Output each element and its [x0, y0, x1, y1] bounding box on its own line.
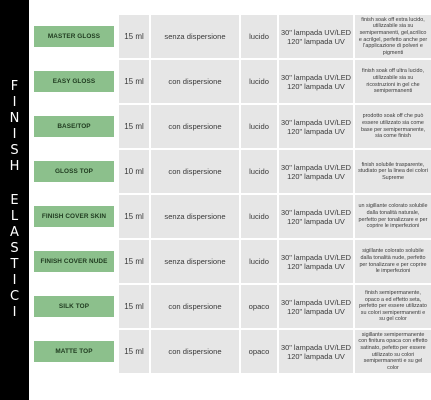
product-name-cell [31, 285, 117, 328]
product-name-label: BASE/TOP [34, 116, 114, 137]
volume-cell-text: 15 ml [124, 77, 144, 86]
table-row [31, 330, 428, 373]
lamp-cell [279, 195, 353, 238]
volume-cell-text: 10 ml [124, 167, 144, 176]
vertical-title [0, 0, 29, 400]
volume-cell-text: 15 ml [124, 347, 144, 356]
product-name-cell [31, 195, 117, 238]
dispersion-cell [151, 285, 239, 328]
product-name-label: FINISH COVER NUDE [34, 251, 114, 272]
volume-cell [119, 105, 149, 148]
lamp-cell-text: 30" lampada UV/LED 120" lampada UV [281, 342, 351, 361]
product-name-label: EASY GLOSS [34, 71, 114, 92]
finish-cell-text: opaco [248, 302, 270, 311]
volume-cell [119, 150, 149, 193]
title-word-finish [10, 79, 20, 175]
dispersion-cell-text: con dispersione [168, 167, 222, 176]
finish-cell-text: lucido [249, 167, 269, 176]
title-letter: F [10, 79, 19, 94]
volume-cell-text: 15 ml [124, 212, 144, 221]
lamp-cell-text: 30" lampada UV/LED 120" lampada UV [281, 252, 351, 271]
dispersion-cell [151, 330, 239, 373]
dispersion-cell-text: senza dispersione [164, 32, 226, 41]
finish-cell-text: lucido [249, 77, 269, 86]
product-name-cell [31, 150, 117, 193]
description-cell [355, 150, 431, 193]
description-cell-text: un sigillante colorato solubile dalla tonalità naturale, perfetto per tonalizzare e per coprire le imperfezioni [358, 203, 428, 230]
title-letter: I [12, 127, 17, 142]
finish-cell-text: lucido [249, 32, 269, 41]
description-cell [355, 15, 431, 58]
table-row [31, 285, 427, 328]
title-letter: L [10, 209, 19, 224]
title-letter: I [12, 305, 17, 320]
description-cell [355, 105, 431, 148]
table-row [31, 60, 424, 103]
table-row [31, 105, 426, 148]
title-letter: S [10, 143, 19, 158]
description-cell-text: finish solubile trasparente, studiato per la linea dei colori Supreme [358, 161, 428, 181]
title-letter: H [9, 159, 20, 174]
description-cell-text: sigillante colorato solubile dalla tonalità nude, perfetto per tonalizzare e per coprire le imperfezioni [359, 248, 427, 275]
volume-cell-text: 15 ml [124, 302, 144, 311]
lamp-cell-text: 30" lampada UV/LED 120" lampada UV [281, 72, 351, 91]
product-name-label: SILK TOP [34, 296, 114, 317]
lamp-cell-text: 30" lampada UV/LED 120" lampada UV [281, 117, 351, 136]
lamp-cell-text: 30" lampada UV/LED 120" lampada UV [281, 207, 351, 226]
lamp-cell [279, 15, 353, 58]
finish-cell [241, 285, 277, 328]
dispersion-cell-text: con dispersione [168, 122, 222, 131]
dispersion-cell-text: con dispersione [168, 347, 222, 356]
volume-cell-text: 15 ml [124, 257, 144, 266]
dispersion-cell [151, 60, 239, 103]
volume-cell [119, 195, 149, 238]
finish-cell [241, 150, 277, 193]
product-name-label: MASTER GLOSS [34, 26, 114, 47]
finish-cell [241, 105, 277, 148]
description-cell-text: finish soak off ultra lucido, utilizzabile sia su ricostruzioni in gel che semipermanenti [362, 68, 424, 95]
volume-cell [119, 240, 149, 283]
volume-cell [119, 60, 149, 103]
description-cell-text: finish soak off extra lucido, utilizzabile sia su semipermanenti, gel,acrilico e acrilgel, perfetto anche per l'applicazione di polveri e pigmenti [358, 16, 428, 56]
finish-cell [241, 60, 277, 103]
finish-cell-text: lucido [249, 257, 269, 266]
description-cell-text: prodotto soak off che può essere utilizzato sia come base per semipermanente, sia come finish [360, 113, 426, 140]
product-name-cell [31, 240, 117, 283]
lamp-cell-text: 30" lampada UV/LED 120" lampada UV [281, 27, 351, 46]
title-letter: I [12, 95, 17, 110]
volume-cell [119, 15, 149, 58]
lamp-cell-text: 30" lampada UV/LED 120" lampada UV [281, 162, 351, 181]
finish-cell [241, 15, 277, 58]
table-row [31, 150, 428, 193]
product-name-label: GLOSS TOP [34, 161, 114, 182]
table-row [31, 195, 428, 238]
table-row [31, 15, 428, 58]
finish-cell [241, 330, 277, 373]
lamp-cell [279, 150, 353, 193]
title-letter: T [10, 257, 19, 272]
finish-cell-text: opaco [248, 347, 270, 356]
product-name-cell [31, 105, 117, 148]
dispersion-cell [151, 240, 239, 283]
description-cell [355, 330, 431, 373]
description-cell-text: finish semipermanente, opaco a ed effetto seta, perfetto per essere utilizzato su colori semipermanenti e su gel color [359, 290, 427, 323]
finish-cell-text: lucido [249, 212, 269, 221]
description-cell [355, 60, 431, 103]
finish-cell [241, 195, 277, 238]
description-cell-text: sigillante semipermanente con finitura opaca con effetto satinato, pefetto per essere utilizzato su colori semipermanenti e su gel color [358, 331, 428, 371]
dispersion-cell [151, 150, 239, 193]
title-letter: N [9, 111, 20, 126]
dispersion-cell-text: senza dispersione [164, 212, 226, 221]
dispersion-cell [151, 15, 239, 58]
volume-cell-text: 15 ml [124, 122, 144, 131]
volume-cell [119, 330, 149, 373]
title-letter: I [12, 273, 17, 288]
lamp-cell-text: 30" lampada UV/LED 120" lampada UV [281, 297, 351, 316]
dispersion-cell-text: senza dispersione [164, 257, 226, 266]
finish-cell [241, 240, 277, 283]
table-row [31, 240, 427, 283]
product-name-cell [31, 60, 117, 103]
finish-cell-text: lucido [249, 122, 269, 131]
lamp-cell [279, 60, 353, 103]
lamp-cell [279, 285, 353, 328]
product-name-label: FINISH COVER SKIN [34, 206, 114, 227]
dispersion-cell-text: con dispersione [168, 302, 222, 311]
description-cell [355, 195, 431, 238]
title-letter: E [10, 193, 19, 208]
title-letter: S [10, 241, 19, 256]
description-cell [355, 240, 431, 283]
dispersion-cell [151, 105, 239, 148]
product-name-cell [31, 15, 117, 58]
description-cell [355, 285, 431, 328]
lamp-cell [279, 105, 353, 148]
title-letter: A [10, 225, 19, 240]
product-name-label: MATTE TOP [34, 341, 114, 362]
volume-cell [119, 285, 149, 328]
lamp-cell [279, 330, 353, 373]
title-letter: C [9, 289, 20, 304]
title-word-elastici [10, 193, 19, 321]
dispersion-cell-text: con dispersione [168, 77, 222, 86]
product-name-cell [31, 330, 117, 373]
volume-cell-text: 15 ml [124, 32, 144, 41]
dispersion-cell [151, 195, 239, 238]
lamp-cell [279, 240, 353, 283]
